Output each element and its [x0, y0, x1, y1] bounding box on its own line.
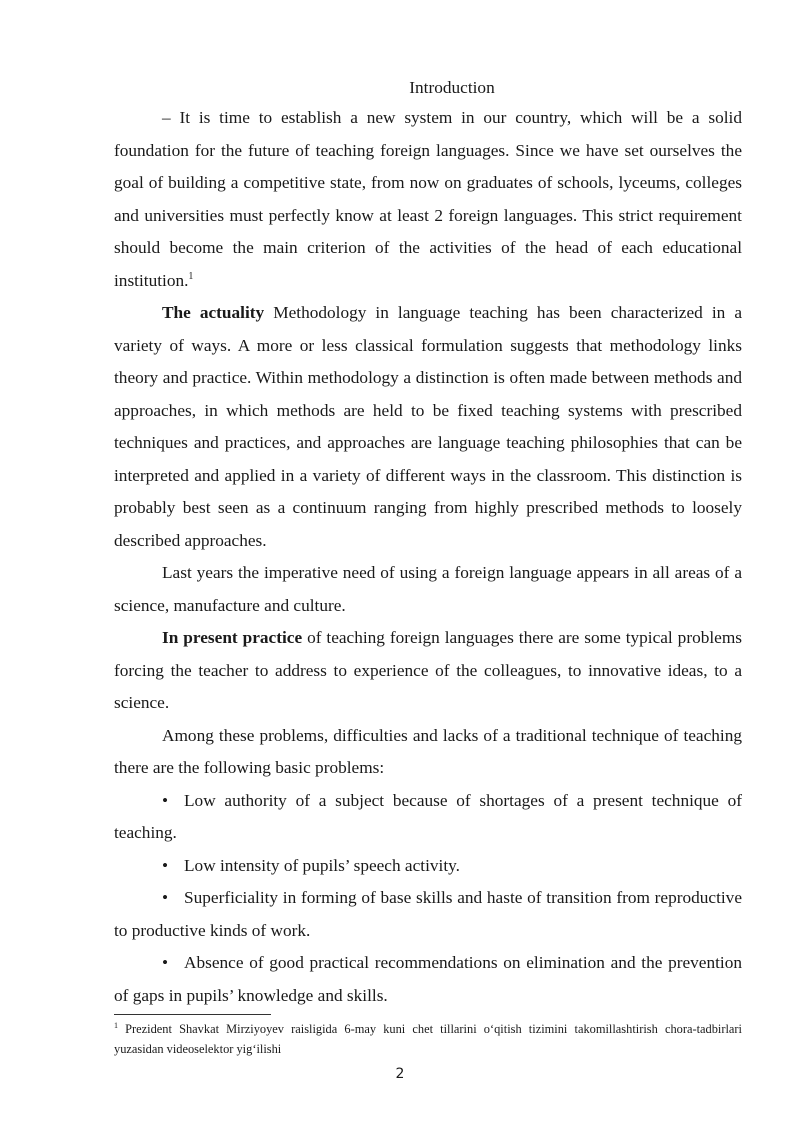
actuality-lead: The actuality	[162, 303, 265, 322]
present-practice-lead: In present practice	[162, 628, 303, 647]
present-practice-text: of teaching foreign languages there are some typical problems forcing the teacher to address to experience of the colleagues, to innovative ideas, to a science.	[114, 628, 742, 712]
bullet-icon: •	[162, 953, 169, 972]
footnote-reference[interactable]: 1	[188, 270, 194, 282]
actuality-paragraph	[114, 297, 742, 557]
bullet-item	[114, 882, 742, 947]
bullet-item	[114, 947, 742, 1012]
intro-text: – It is time to establish a new system in our country, which will be a solid foundation for the future of teaching foreign languages. Since we have set ourselves the goal of building a competitive state, from now on graduates of schools, lyceums, colleges and universities must perfectly know at least 2 foreign languages. This strict requirement should become the main criterion of the activities of the head of each educational institution.	[114, 108, 742, 290]
bullet-icon: •	[162, 855, 169, 875]
bullet-icon: •	[162, 790, 169, 810]
actuality-text: Methodology in language teaching has been characterized in a variety of ways. A more or less classical formulation suggests that methodology links theory and practice. Within methodology a distinction is often made between methods and approaches, in which methods are held to be fixed teaching systems with prescribed techniques and practices, and approaches are language teaching philosophies that can be interpreted and applied in a variety of different ways in the classroom. This distinction is probably best seen as a continuum ranging from highly prescribed methods to loosely described approaches.	[114, 303, 742, 550]
section-title: Introduction	[409, 78, 495, 97]
last-years-paragraph: Last years the imperative need of using a foreign language appears in all areas of a science, manufacture and culture.	[114, 563, 742, 615]
footnote-marker: 1	[114, 1020, 118, 1030]
bullet-icon: •	[162, 888, 169, 907]
page-number: 2	[395, 1066, 405, 1082]
intro-paragraph	[114, 102, 742, 297]
footnote	[114, 1019, 742, 1059]
footnote-divider	[114, 1014, 271, 1015]
document-body	[114, 74, 742, 1012]
bullet-text: Low intensity of pupils’ speech activity.	[184, 855, 460, 875]
bullet-item	[114, 850, 742, 883]
footnote-text: Prezident Shavkat Mirziyoyev raisligida 6-may kuni chet tillarini o‘qitish tizimini takomillashtirish chora-tadbirlari yuzasidan videoselektor yig‘ilishi	[114, 1022, 742, 1056]
bullet-text: Superficiality in forming of base skills and haste of transition from reproductive to productive kinds of work.	[114, 888, 742, 940]
bullet-text: Absence of good practical recommendations on elimination and the prevention of gaps in pupils’ knowledge and skills.	[114, 953, 742, 1005]
present-practice-paragraph	[114, 622, 742, 720]
bullet-text: Low authority of a subject because of shortages of a present technique of teaching.	[114, 790, 742, 842]
bullet-item	[114, 785, 742, 850]
among-paragraph: Among these problems, difficulties and lacks of a traditional technique of teaching there are the following basic problems:	[114, 725, 742, 777]
